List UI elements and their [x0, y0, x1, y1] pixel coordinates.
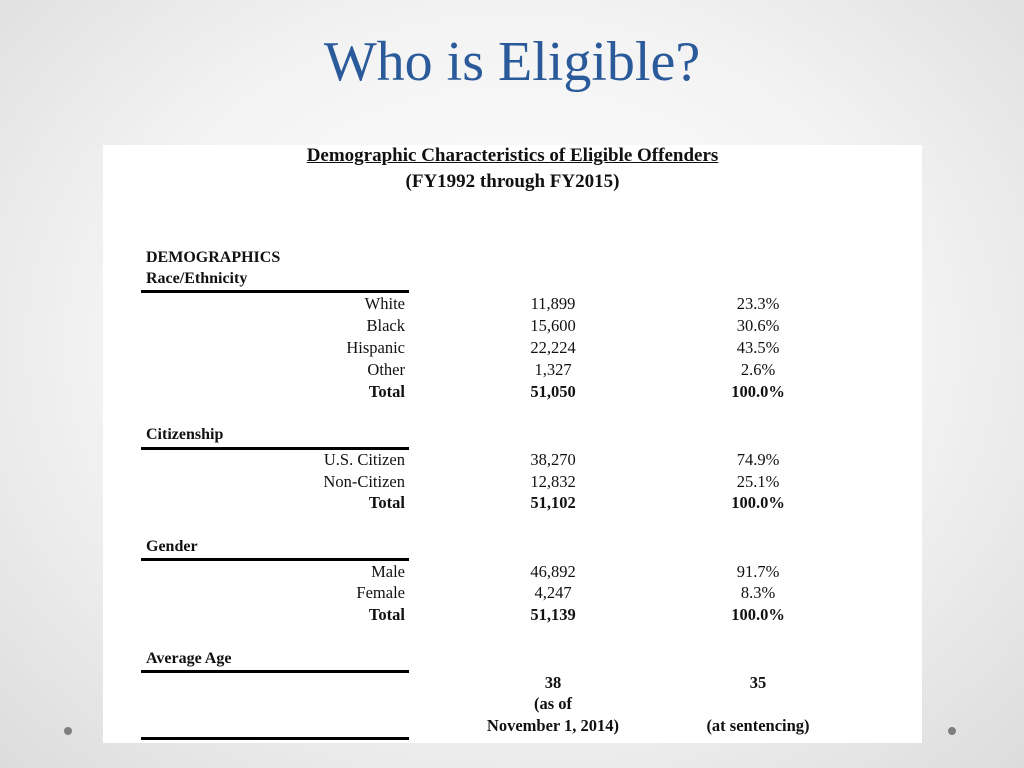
- row-label: Hispanic: [346, 338, 405, 357]
- row-count: 51,050: [530, 382, 576, 401]
- row-label: Other: [367, 360, 405, 379]
- row-count: 22,224: [530, 338, 576, 357]
- row-label: U.S. Citizen: [323, 450, 405, 469]
- average-age-section-label: Average Age: [146, 650, 232, 667]
- row-count: 12,832: [530, 472, 576, 491]
- document-subheading: (FY1992 through FY2015): [405, 171, 620, 192]
- row-label: Total: [368, 493, 405, 512]
- row-count: 51,102: [530, 493, 576, 512]
- row-count: 11,899: [530, 294, 576, 313]
- demographics-label: DEMOGRAPHICS: [146, 249, 281, 266]
- row-percent: 25.1%: [736, 472, 780, 491]
- average-age-note-2: (at sentencing): [706, 716, 810, 735]
- row-percent: 30.6%: [736, 316, 780, 335]
- row-percent: 23.3%: [736, 294, 780, 313]
- average-age-value-1: 38: [544, 673, 562, 692]
- row-percent: 43.5%: [736, 338, 780, 357]
- row-count: 38,270: [530, 450, 576, 469]
- row-count: 1,327: [534, 360, 572, 379]
- average-age-note-1a: (as of: [533, 694, 573, 713]
- row-label: Female: [356, 583, 405, 602]
- row-label: Total: [368, 605, 405, 624]
- nav-dot-left: [64, 727, 72, 735]
- row-label: Total: [368, 382, 405, 401]
- row-percent: 2.6%: [740, 360, 776, 379]
- bottom-rule: [141, 737, 409, 740]
- row-percent: 100.0%: [731, 382, 785, 401]
- row-percent: 91.7%: [736, 562, 780, 581]
- row-label: Non-Citizen: [323, 472, 405, 491]
- row-percent: 100.0%: [731, 605, 785, 624]
- row-count: 46,892: [530, 562, 576, 581]
- row-count: 51,139: [530, 605, 576, 624]
- row-count: 4,247: [534, 583, 572, 602]
- gender-rule: [141, 558, 409, 561]
- race-rule: [141, 290, 409, 293]
- demographics-table-image: [103, 145, 922, 743]
- row-percent: 100.0%: [731, 493, 785, 512]
- slide-title: Who is Eligible?: [323, 31, 701, 93]
- race-section-label: Race/Ethnicity: [146, 270, 248, 287]
- row-count: 15,600: [530, 316, 576, 335]
- average-age-rule: [141, 670, 409, 673]
- document-heading: Demographic Characteristics of Eligible Offenders: [306, 145, 719, 166]
- row-label: Black: [366, 316, 405, 335]
- citizenship-section-label: Citizenship: [146, 426, 224, 443]
- average-age-value-2: 35: [749, 673, 767, 692]
- average-age-note-1b: November 1, 2014): [486, 716, 620, 735]
- row-percent: 74.9%: [736, 450, 780, 469]
- row-label: Male: [371, 562, 405, 581]
- nav-dot-right: [948, 727, 956, 735]
- gender-section-label: Gender: [146, 538, 198, 555]
- row-label: White: [364, 294, 405, 313]
- row-percent: 8.3%: [740, 583, 776, 602]
